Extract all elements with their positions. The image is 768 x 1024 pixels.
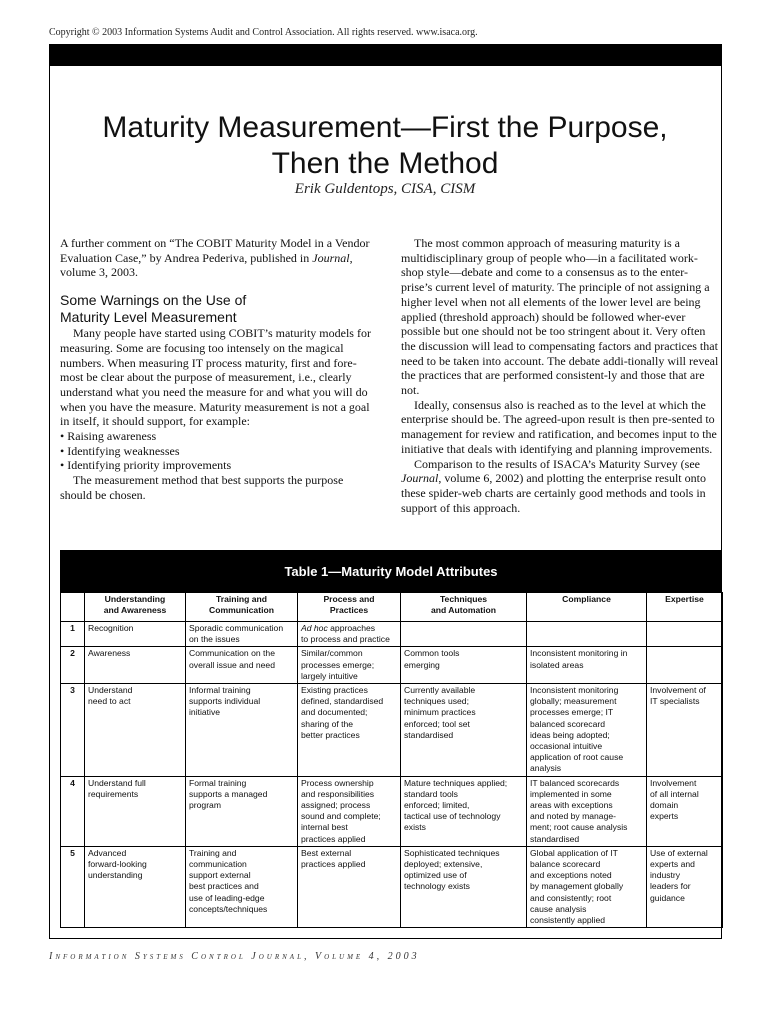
table-cell xyxy=(401,622,527,647)
section-heading: Some Warnings on the Use of Maturity Level Measurement xyxy=(60,292,247,326)
table-cell: Advanced forward-looking understanding xyxy=(85,846,186,927)
table-row xyxy=(61,776,723,846)
table-cell: Ad hoc approaches to process and practice xyxy=(298,622,401,647)
table-cell: Communication on the overall issue and need xyxy=(186,647,298,684)
table-row xyxy=(61,622,723,647)
table-cell: Use of external experts and industry leaders for guidance xyxy=(647,846,723,927)
table-row xyxy=(61,846,723,927)
table-grid xyxy=(60,592,723,928)
table-cell: Involvement of IT specialists xyxy=(647,684,723,777)
body-paragraph-2: The measurement method that best supports the purpose should be chosen. xyxy=(60,473,344,502)
table-header-row xyxy=(61,593,723,622)
table-cell: Formal training supports a managed program xyxy=(186,776,298,846)
copyright-notice: Copyright © 2003 Information Systems Audit and Control Association. All rights reserved. www.isaca.org. xyxy=(49,27,478,38)
intro-paragraph: A further comment on “The COBIT Maturity Model in a Vendor Evaluation Case,” by Andrea Pederiva, published in Journal, volume 3, 2003. xyxy=(60,236,370,280)
table-cell xyxy=(527,622,647,647)
body-paragraph-3: The most common approach of measuring maturity is a multidisciplinary group of people who—in a facilitated work-shop style—debate and come to a consensus as to the enter-prise’s current level of maturity. The principle of not assigning a higher level when not all elements of the lower level are being applied (threshold approach) should be followed wher-ever possible but one should not be too stringent about it. Very often the discussion will lead to compensating factors and practices that need to be taken into account. The debate addi-tionally will reveal the practices that are performed consistent-ly and those that are not. xyxy=(401,236,719,398)
table-cell: Inconsistent monitoring in isolated areas xyxy=(527,647,647,684)
table-cell: Understand need to act xyxy=(85,684,186,777)
table-cell: Involvement of all internal domain experts xyxy=(647,776,723,846)
title-line-2: Then the Method xyxy=(271,147,499,180)
author-byline: Erik Guldentops, CISA, CISM xyxy=(294,181,476,197)
table-row xyxy=(61,684,723,777)
level-number-cell: 1 xyxy=(61,622,85,647)
left-column xyxy=(60,236,378,503)
table-header-cell: Understanding and Awareness xyxy=(85,593,186,622)
title-line-1: Maturity Measurement—First the Purpose, xyxy=(102,111,668,144)
table-header-cell: Process and Practices xyxy=(298,593,401,622)
table-body xyxy=(61,622,723,928)
table-cell: IT balanced scorecards implemented in some areas with exceptions and noted by manage- ment; root cause analysis standardised xyxy=(527,776,647,846)
body-paragraph-5: Comparison to the results of ISACA’s Maturity Survey (see Journal, volume 6, 2002) and plotting the enterprise result onto these spider-web charts are certainly good methods and tools in support of this approach. xyxy=(401,456,706,515)
table-row xyxy=(61,647,723,684)
level-number-cell: 5 xyxy=(61,846,85,927)
table-cell: Understand full requirements xyxy=(85,776,186,846)
maturity-table xyxy=(60,550,722,928)
table-cell: Similar/common processes emerge; largely intuitive xyxy=(298,647,401,684)
table-header-cell: Training and Communication xyxy=(186,593,298,622)
header-bar xyxy=(49,44,722,66)
table-cell: Mature techniques applied; standard tools enforced; limited, tactical use of technology exists xyxy=(401,776,527,846)
table-header-cell: Techniques and Automation xyxy=(401,593,527,622)
table-cell: Existing practices defined, standardised and documented; sharing of the better practices xyxy=(298,684,401,777)
body-paragraph-1: Many people have started using COBIT’s maturity models for measuring. Some are focusing too intensely on the magical numbers. When measuring IT process maturity, first and fore-most be clear about the purpose of measurement, i.e., clearly understand what you need the measure for and what you will do when you have the measure. Maturity measurement is not a goal in itself, it should support, for example: xyxy=(60,326,371,429)
article-title xyxy=(60,110,710,182)
table-cell: Recognition xyxy=(85,622,186,647)
table-cell: Sophisticated techniques deployed; extensive, optimized use of technology exists xyxy=(401,846,527,927)
table-cell: Training and communication support external best practices and use of leading-edge concepts/techniques xyxy=(186,846,298,927)
table-cell: Currently available techniques used; minimum practices enforced; tool set standardised xyxy=(401,684,527,777)
level-number-cell: 3 xyxy=(61,684,85,777)
journal-footer: Information Systems Control Journal, Volume 4, 2003 xyxy=(49,951,420,962)
level-number-cell: 4 xyxy=(61,776,85,846)
list-item: • Identifying weaknesses xyxy=(60,443,180,458)
table-header-cell: Expertise xyxy=(647,593,723,622)
list-item: • Raising awareness xyxy=(60,429,157,444)
table-cell: Process ownership and responsibilities assigned; process sound and complete; internal best practices applied xyxy=(298,776,401,846)
table-cell xyxy=(647,647,723,684)
right-column xyxy=(401,236,719,515)
body-paragraph-4: Ideally, consensus also is reached as to the level at which the enterprise should be. The agreed-upon result is then pre-sented to management for review and ratification, and becomes input to the initiative that deals with identifying and planning improvements. xyxy=(401,397,717,456)
table-cell: Awareness xyxy=(85,647,186,684)
table-cell: Informal training supports individual initiative xyxy=(186,684,298,777)
table-cell: Sporadic communication on the issues xyxy=(186,622,298,647)
list-item: • Identifying priority improvements xyxy=(60,458,232,473)
table-cell: Best external practices applied xyxy=(298,846,401,927)
bullet-list xyxy=(60,429,378,473)
level-number-cell: 2 xyxy=(61,647,85,684)
table-cell: Global application of IT balance scorecard and exceptions noted by management globally and consistently; root cause analysis consistently applied xyxy=(527,846,647,927)
table-cell: Inconsistent monitoring globally; measurement processes emerge; IT balanced scorecard ideas being adopted; occasional intuitive application of root cause analysis xyxy=(527,684,647,777)
table-header-cell xyxy=(61,593,85,622)
table-title: Table 1—Maturity Model Attributes xyxy=(60,550,722,592)
table-cell: Common tools emerging xyxy=(401,647,527,684)
table-cell xyxy=(647,622,723,647)
table-header-cell: Compliance xyxy=(527,593,647,622)
